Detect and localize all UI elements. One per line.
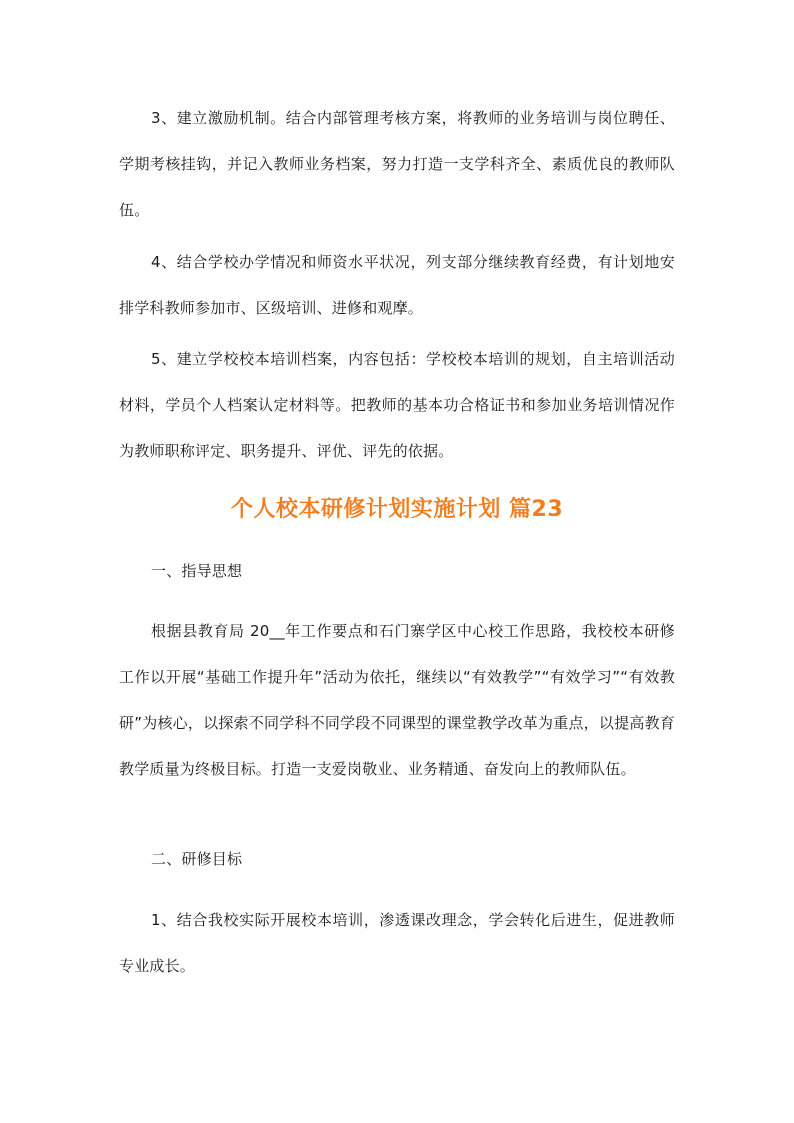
- section-title: 个人校本研修计划实施计划 篇23: [230, 497, 564, 522]
- paragraph-incentive-mechanism: 3、建立激励机制。结合内部管理考核方案，将教师的业务培训与岗位聘任、学期考核挂钩，并记入教师业务档案，努力打造一支学科齐全、素质优良的教师队伍。: [119, 109, 675, 219]
- section-2-heading: 二、研修目标: [151, 850, 243, 868]
- section-1-body: 根据县教育局 20__年工作要点和石门寨学区中心校工作思路，我校校本研修工作以开展“基础工作提升年”活动为依托，继续以“有效教学”“有效学习”“有效教研”为核心，以探索不同学科不同学段不同课型的课堂教学改革为重点，以提高教育教学质量为终极目标。打造一支爱岗敬业、业务精通、奋发向上的教师队伍。: [119, 622, 675, 778]
- section-1-heading: 一、指导思想: [151, 562, 243, 580]
- paragraph-training-archive: 5、建立学校校本培训档案，内容包括：学校校本培训的规划，自主培训活动材料，学员个人档案认定材料等。把教师的基本功合格证书和参加业务培训情况作为教师职称评定、职务提升、评优、评先的依据。: [119, 350, 675, 460]
- section-2-item-1: 1、结合我校实际开展校本培训，渗透课改理念，学会转化后进生，促进教师专业成长。: [119, 911, 675, 975]
- paragraph-education-funding: 4、结合学校办学情况和师资水平状况，列支部分继续教育经费，有计划地安排学科教师参加市、区级培训、进修和观摩。: [119, 253, 675, 317]
